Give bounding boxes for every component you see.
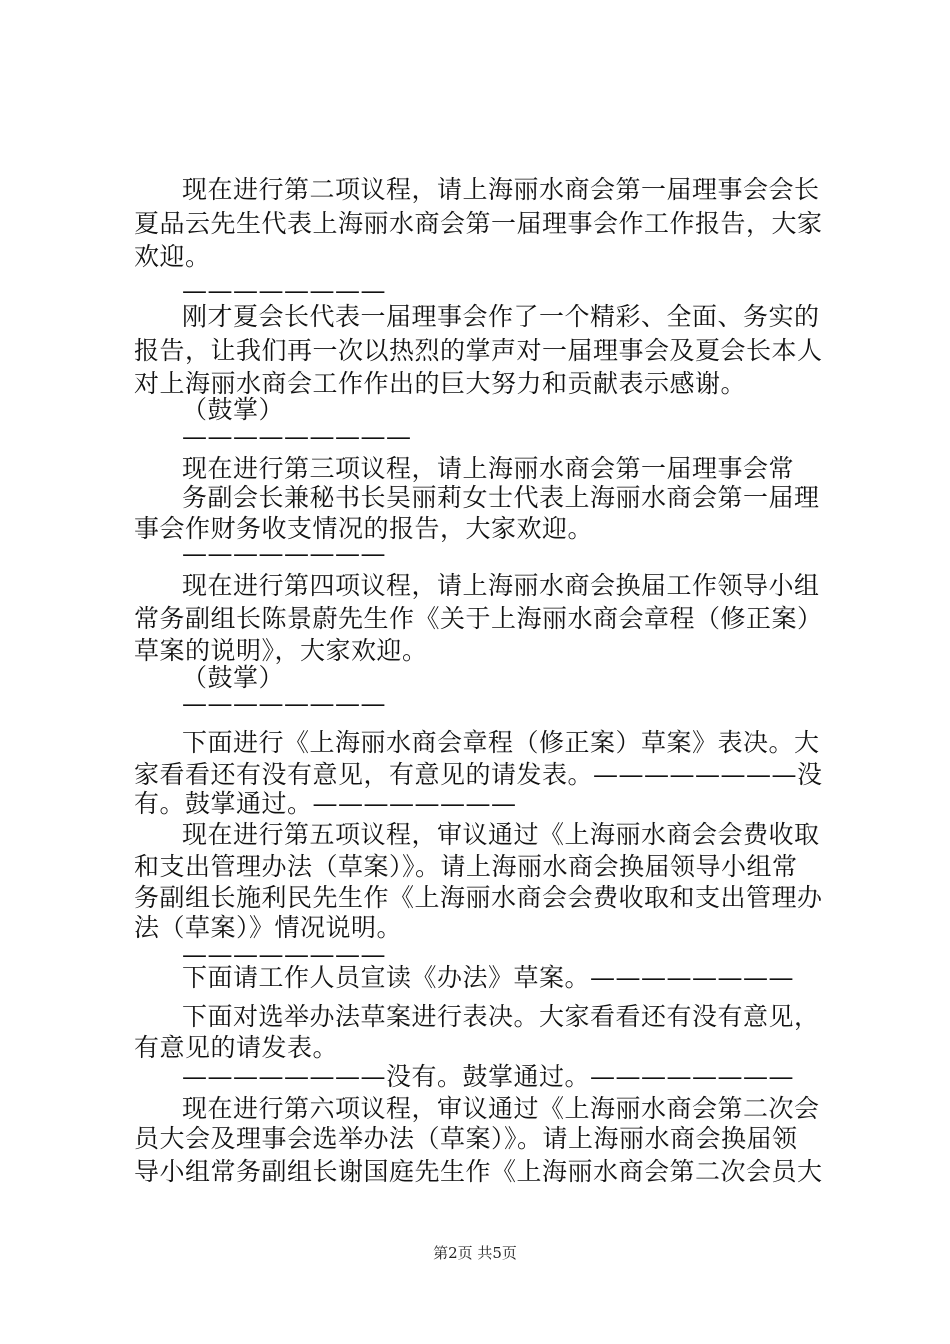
text-line: 务副组长施利民先生作《上海丽水商会会费收取和支出管理办 <box>134 883 823 912</box>
text-line: 常务副组长陈景蔚先生作《关于上海丽水商会章程（修正案） <box>134 604 823 633</box>
text-line: ————————没有。鼓掌通过。———————— <box>182 1062 795 1091</box>
text-line: 草案的说明》，大家欢迎。 <box>134 636 428 665</box>
text-line: 下面请工作人员宣读《办法》草案。———————— <box>182 963 795 992</box>
text-line: 法（草案）》情况说明。 <box>134 913 403 942</box>
separator-dashes: ———————— <box>182 539 386 568</box>
text-line: 导小组常务副组长谢国庭先生作《上海丽水商会第二次会员大 <box>134 1157 823 1186</box>
text-line: 家看看还有没有意见，有意见的请发表。————————没 <box>134 760 823 789</box>
page-number-footer: 第2页 共5页 <box>433 1244 517 1262</box>
text-line: 现在进行第五项议程，审议通过《上海丽水商会会费收取 <box>182 820 820 849</box>
text-line: 现在进行第三项议程，请上海丽水商会第一届理事会常 <box>182 454 795 483</box>
text-line: 夏品云先生代表上海丽水商会第一届理事会作工作报告，大家 <box>134 209 823 238</box>
text-line: 下面对选举办法草案进行表决。大家看看还有没有意见， <box>182 1002 820 1031</box>
text-line: 报告，让我们再一次以热烈的掌声对一届理事会及夏会长本人 <box>134 336 823 365</box>
text-line: 员大会及理事会选举办法（草案）》。请上海丽水商会换届领 <box>134 1124 798 1153</box>
separator-dashes: ———————— <box>182 276 386 305</box>
separator-dashes: ———————— <box>182 689 386 718</box>
applause-note: （鼓掌） <box>182 663 285 692</box>
text-line: 务副会长兼秘书长吴丽莉女士代表上海丽水商会第一届理 <box>182 483 820 512</box>
text-line: 和支出管理办法（草案）》。请上海丽水商会换届领导小组常 <box>134 852 798 881</box>
text-line: 现在进行第二项议程，请上海丽水商会第一届理事会会长 <box>182 175 820 204</box>
text-line: 现在进行第四项议程，请上海丽水商会换届工作领导小组 <box>182 571 820 600</box>
text-line: 下面进行《上海丽水商会章程（修正案）草案》表决。大 <box>182 728 820 757</box>
text-line: 有意见的请发表。 <box>134 1033 339 1062</box>
separator-dashes: ————————— <box>182 422 412 451</box>
text-line: 对上海丽水商会工作作出的巨大努力和贡献表示感谢。 <box>134 369 747 398</box>
separator-dashes: ———————— <box>182 940 386 969</box>
text-line: 有。鼓掌通过。———————— <box>134 789 517 818</box>
text-line: 事会作财务收支情况的报告，大家欢迎。 <box>134 514 594 543</box>
text-line: 刚才夏会长代表一届理事会作了一个精彩、全面、务实的 <box>182 302 820 331</box>
applause-note: （鼓掌） <box>182 395 285 424</box>
text-line: 欢迎。 <box>134 242 211 271</box>
text-line: 现在进行第六项议程，审议通过《上海丽水商会第二次会 <box>182 1094 820 1123</box>
